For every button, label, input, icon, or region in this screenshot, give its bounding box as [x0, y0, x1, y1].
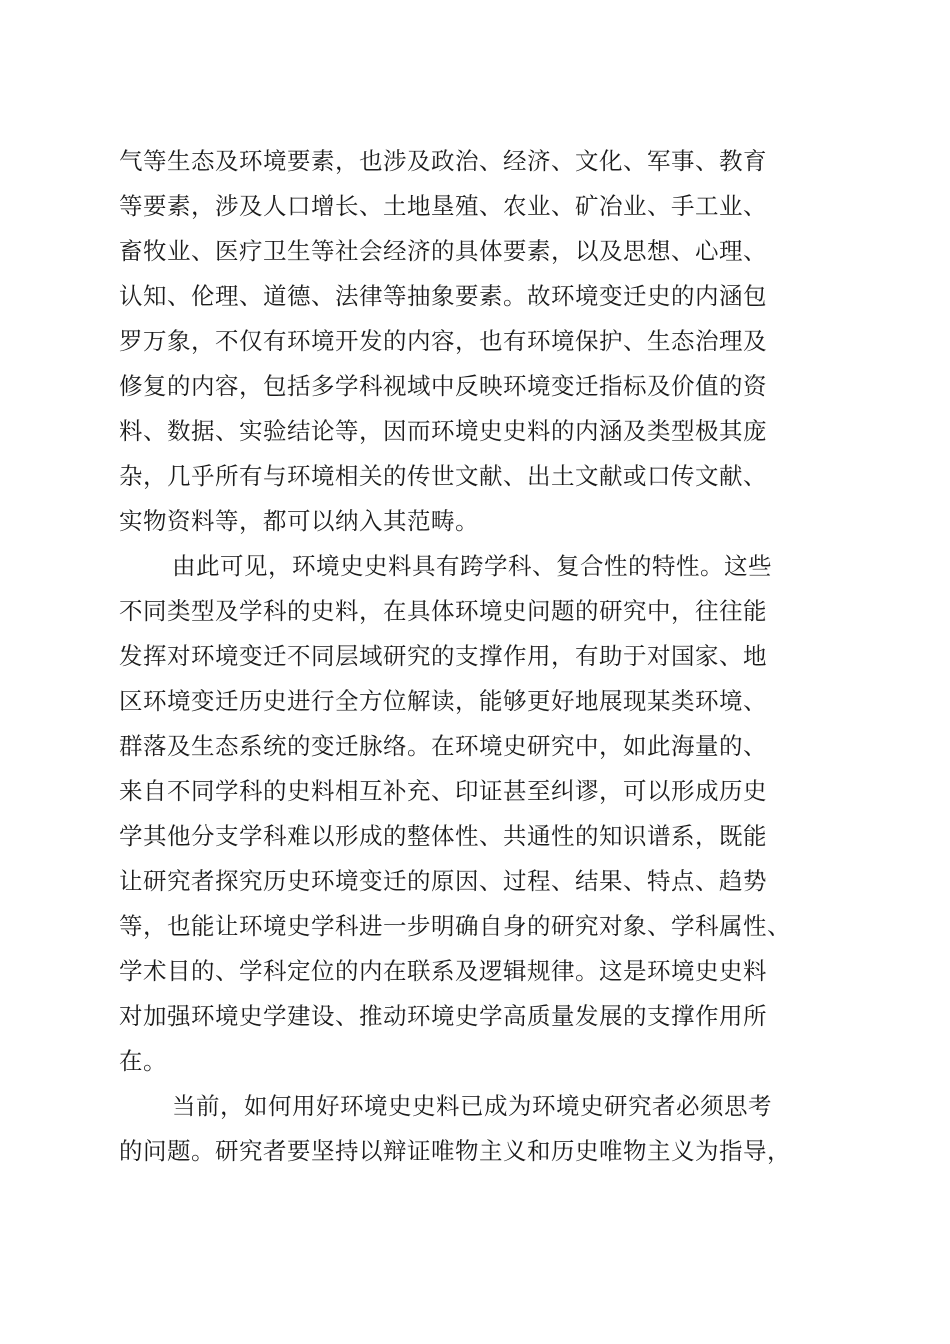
- text-line: 的问题。研究者要坚持以辩证唯物主义和历史唯物主义为指导，: [119, 1137, 791, 1165]
- text-line: 群落及生态系统的变迁脉络。在环境史研究中，如此海量的、: [119, 732, 767, 760]
- text-line: 实物资料等，都可以纳入其范畴。: [119, 507, 479, 535]
- text-line: 对加强环境史学建设、推动环境史学高质量发展的支撑作用所: [119, 1002, 767, 1030]
- text-line: 区环境变迁历史进行全方位解读，能够更好地展现某类环境、: [119, 687, 767, 715]
- text-line: 学其他分支学科难以形成的整体性、共通性的知识谱系，既能: [119, 822, 767, 850]
- text-line: 等，也能让环境史学科进一步明确自身的研究对象、学科属性、: [119, 912, 791, 940]
- text-line: 不同类型及学科的史料，在具体环境史问题的研究中，往往能: [119, 597, 767, 625]
- text-line: 气等生态及环境要素，也涉及政治、经济、文化、军事、教育: [119, 147, 767, 175]
- text-line: 料、数据、实验结论等，因而环境史史料的内涵及类型极其庞: [119, 417, 767, 445]
- text-line: 发挥对环境变迁不同层域研究的支撑作用，有助于对国家、地: [119, 642, 767, 670]
- text-line: 来自不同学科的史料相互补充、印证甚至纠谬，可以形成历史: [119, 777, 767, 805]
- text-line: 修复的内容，包括多学科视域中反映环境变迁指标及价值的资: [119, 372, 767, 400]
- text-line: 当前，如何用好环境史史料已成为环境史研究者必须思考: [172, 1092, 772, 1120]
- text-line: 畜牧业、医疗卫生等社会经济的具体要素，以及思想、心理、: [119, 237, 767, 265]
- text-line: 认知、伦理、道德、法律等抽象要素。故环境变迁史的内涵包: [119, 282, 767, 310]
- text-line: 等要素，涉及人口增长、土地垦殖、农业、矿冶业、手工业、: [119, 192, 767, 220]
- text-line: 罗万象，不仅有环境开发的内容，也有环境保护、生态治理及: [119, 327, 767, 355]
- text-line: 学术目的、学科定位的内在联系及逻辑规律。这是环境史史料: [119, 957, 767, 985]
- text-line: 在。: [119, 1047, 167, 1075]
- text-line: 杂，几乎所有与环境相关的传世文献、出土文献或口传文献、: [119, 462, 767, 490]
- text-line: 由此可见，环境史史料具有跨学科、复合性的特性。这些: [172, 552, 772, 580]
- text-line: 让研究者探究历史环境变迁的原因、过程、结果、特点、趋势: [119, 867, 767, 895]
